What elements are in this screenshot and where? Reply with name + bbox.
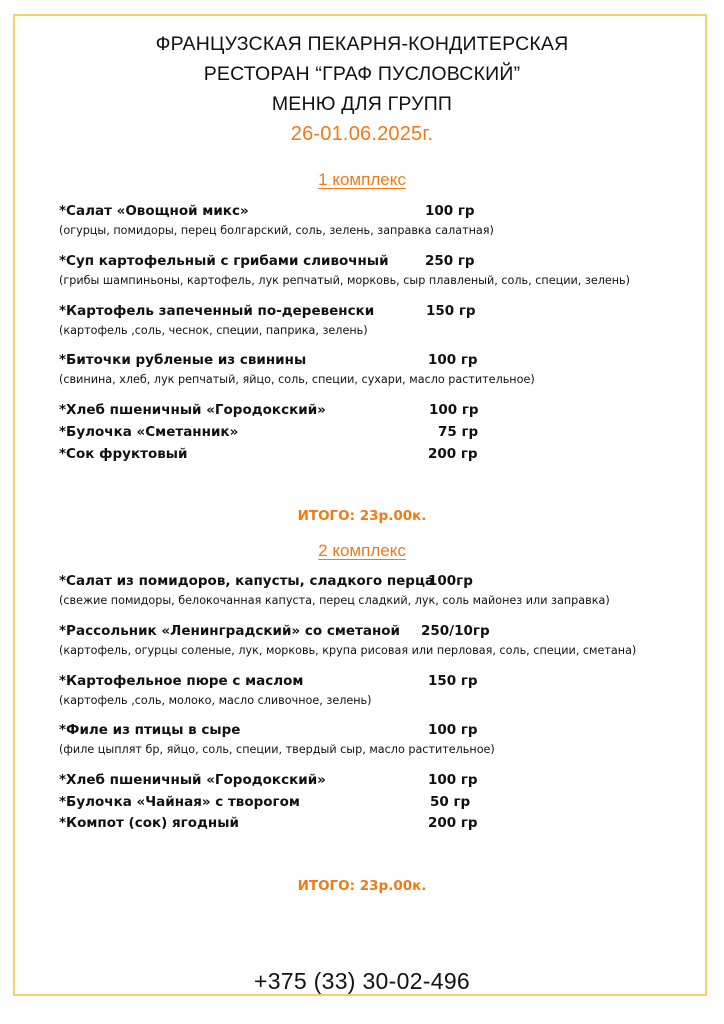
complex1-item-qty: 100 гр: [428, 352, 478, 368]
complex1-title: 1 комплекс: [318, 170, 406, 189]
complex1-item-name: *Биточки рубленые из свинины: [59, 352, 307, 368]
complex2-item-name: *Булочка «Чайная» с творогом: [59, 794, 300, 810]
complex1-item-name: *Хлеб пшеничный «Городокский»: [59, 402, 326, 418]
complex2-item-name: *Хлеб пшеничный «Городокский»: [59, 772, 326, 788]
complex1-item-name: *Картофель запеченный по-деревенски: [59, 303, 375, 319]
complex2-total: ИТОГО: 23р.00к.: [297, 878, 427, 894]
complex1-item-qty: 100 гр: [429, 402, 479, 418]
menu-title: МЕНЮ ДЛЯ ГРУПП: [271, 93, 453, 115]
complex2-title: 2 комплекс: [318, 541, 406, 560]
restaurant-type: ФРАНЦУЗСКАЯ ПЕКАРНЯ-КОНДИТЕРСКАЯ: [155, 33, 569, 55]
complex1-total: ИТОГО: 23р.00к.: [297, 508, 427, 524]
complex2-item-desc: (филе цыплят бр, яйцо, соль, специи, твердый сыр, масло растительное): [59, 743, 495, 756]
complex2-item-desc: (картофель ,соль, молоко, масло сливочное, зелень): [59, 694, 372, 707]
complex2-item-name: *Картофельное пюре с маслом: [59, 673, 304, 689]
complex1-item-qty: 100 гр: [425, 203, 475, 219]
complex2-item-desc: (свежие помидоры, белокочанная капуста, перец сладкий, лук, соль майонез или заправка): [59, 594, 610, 607]
complex1-item-name: *Булочка «Сметанник»: [59, 424, 239, 440]
complex2-item-desc: (картофель, огурцы соленые, лук, морковь, крупа рисовая или перловая, соль, специи, сметана): [59, 644, 637, 657]
complex1-item-desc: (огурцы, помидоры, перец болгарский, соль, зелень, заправка салатная): [59, 224, 494, 237]
complex2-item-name: *Филе из птицы в сыре: [59, 722, 241, 738]
complex1-item-qty: 250 гр: [425, 253, 475, 269]
complex2-item-qty: 150 гр: [428, 673, 478, 689]
complex2-item-qty: 50 гр: [430, 794, 471, 810]
complex1-item-name: *Салат «Овощной микс»: [59, 203, 249, 219]
complex2-item-qty: 200 гр: [428, 815, 478, 831]
complex1-item-desc: (картофель ,соль, чеснок, специи, паприка, зелень): [59, 324, 368, 337]
complex1-item-qty: 75 гр: [438, 424, 479, 440]
complex1-item-qty: 150 гр: [426, 303, 476, 319]
restaurant-name: РЕСТОРАН “ГРАФ ПУСЛОВСКИЙ”: [203, 63, 521, 85]
complex2-item-name: *Рассольник «Ленинградский» со сметаной: [59, 623, 401, 639]
complex2-item-name: *Салат из помидоров, капусты, сладкого перца: [59, 573, 435, 589]
complex1-item-name: *Сок фруктовый: [59, 446, 188, 462]
complex2-item-qty: 100 гр: [428, 772, 478, 788]
page-border: [13, 14, 707, 996]
contact-phone: +375 (33) 30-02-496: [253, 968, 471, 994]
complex2-item-qty: 100гр: [428, 573, 473, 589]
complex1-item-qty: 200 гр: [428, 446, 478, 462]
complex1-item-name: *Суп картофельный с грибами сливочный: [59, 253, 389, 269]
complex2-item-qty: 100 гр: [428, 722, 478, 738]
complex2-item-name: *Компот (сок) ягодный: [59, 815, 239, 831]
complex2-item-qty: 250/10гр: [421, 623, 490, 639]
complex1-item-desc: (свинина, хлеб, лук репчатый, яйцо, соль, специи, сухари, масло растительное): [59, 373, 535, 386]
complex1-item-desc: (грибы шампиньоны, картофель, лук репчатый, морковь, сыр плавленый, соль, специи, зелень): [59, 274, 631, 287]
menu-date: 26-01.06.2025г.: [290, 123, 434, 145]
